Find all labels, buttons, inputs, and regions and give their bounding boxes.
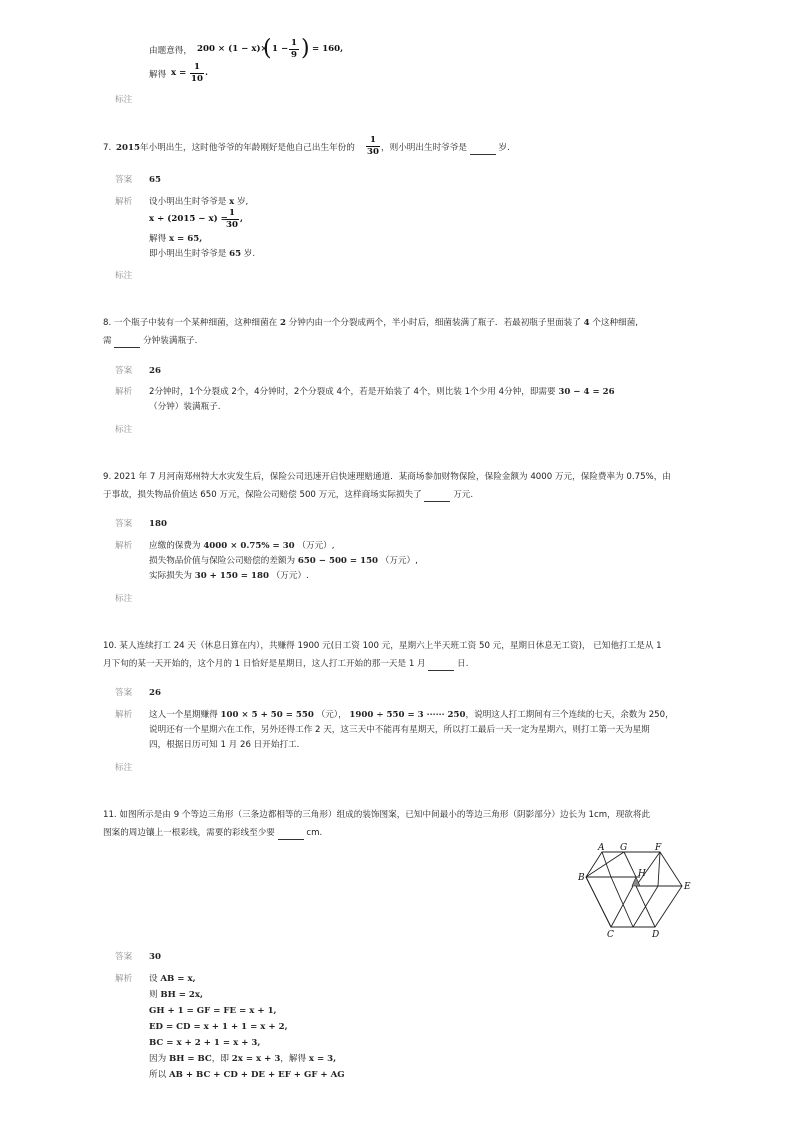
label-G: G <box>620 843 628 853</box>
q10-analysis-line1: 这人一个星期赚得 100 × 5 + 50 = 550 （元）， 1900 ÷ 550 = 3 ······ 250，说明这人打工期间有三个连续的七天，余数为 250， <box>149 710 674 720</box>
q9-note-label: 标注 <box>115 594 133 604</box>
top-line1-tail: = 160, <box>312 44 344 54</box>
q10-answer-value: 26 <box>149 688 161 698</box>
q11-analysis-label: 解析 <box>115 974 133 984</box>
label-F: F <box>655 843 662 853</box>
q11-answer-label: 答案 <box>115 952 133 962</box>
q7-year: 2015 <box>116 143 140 153</box>
q7-text-b: ，则小明出生时爷爷是 岁. <box>381 143 510 153</box>
q7-analysis-label: 解析 <box>115 197 133 207</box>
line-B-mid <box>586 877 611 927</box>
top-paren-close: ) <box>301 36 310 61</box>
q9-analysis-label: 解析 <box>115 541 133 551</box>
top-one-minus: 1 − <box>272 44 289 54</box>
label-B: B <box>578 873 585 883</box>
q7-text-a: 年小明出生，这时他爷爷的年龄刚好是他自己出生年份的 <box>140 143 355 153</box>
q7-analysis-line1: 设小明出生时爷爷是 x 岁, <box>149 197 249 207</box>
q11-answer-value: 30 <box>149 952 161 962</box>
top-note-label: 标注 <box>115 95 133 105</box>
q8-blank <box>114 337 140 348</box>
line-AH-lower <box>602 852 611 877</box>
q11-analysis-line4: ED = CD = x + 1 + 1 = x + 2, <box>149 1022 288 1032</box>
q8-analysis-line2: （分钟）装满瓶子. <box>149 402 221 412</box>
line-F-E2 <box>658 852 660 886</box>
q7-fraction: $\frac{1}{30}$ <box>367 135 379 157</box>
q8-analysis-line1: 2分钟时，1个分裂成 2个，4分钟时，2个分裂成 4个，若是开始装了 4个，则比装 1个少用 4分钟，即需要 30 − 4 = 26 <box>149 387 615 397</box>
top-line2-prefix: 解得 <box>149 70 167 80</box>
line-E-D <box>633 886 658 927</box>
q9-answer-label: 答案 <box>115 519 133 529</box>
q7-analysis-fraction: $\frac{1}{30}$ <box>226 208 238 230</box>
label-D: D <box>652 930 660 940</box>
q7-answer-value: 65 <box>149 175 161 185</box>
q9-analysis-line2: 损失物品价值与保险公司赔偿的差额为 650 − 500 = 150 （万元）, <box>149 556 418 566</box>
q10-analysis-line3: 四，根据日历可知 1 月 26 日开始打工. <box>149 740 300 750</box>
q7-blank <box>470 144 496 155</box>
q8-answer-label: 答案 <box>115 366 133 376</box>
q11-analysis-line6: 因为 BH = BC，即 2x = x + 3，解得 x = 3, <box>149 1054 337 1064</box>
line-mid-C2 <box>611 886 633 927</box>
q8-analysis-label: 解析 <box>115 387 133 397</box>
q9-analysis-line3: 实际损失为 30 + 150 = 180 （万元）. <box>149 571 309 581</box>
q11-hexagon-figure <box>578 840 698 940</box>
top-line1-math: 200 × (1 − x)× <box>197 44 268 54</box>
q11-analysis-line5: BC = x + 2 + 1 = x + 3, <box>149 1038 261 1048</box>
q7-number: 7. <box>103 143 112 153</box>
q10-line1: 10. 某人连续打工 24 天（休息日算在内），共赚得 1900 元(日工资 100 元，星期六上半天班工资 50 元，星期日休息无工资)， 已知他打工是从 1 <box>103 641 662 651</box>
q9-line2: 于事故，损失物品价值达 650 万元，保险公司赔偿 500 万元，这样商场实际损失了 万元. <box>103 490 474 500</box>
q7-answer-label: 答案 <box>115 175 133 185</box>
q11-analysis-line2: 则 BH = 2x, <box>149 990 204 1000</box>
q10-line2: 月下旬的某一天开始的，这个月的 1 日恰好是星期日，这人打工开始的那一天是 1 月 日. <box>103 659 469 669</box>
q7-analysis-line2-tail: , <box>240 214 243 224</box>
top-line2-math: x = <box>171 68 187 78</box>
q7-analysis-line3: 解得 x = 65, <box>149 234 203 244</box>
q8-line1: 8. 一个瓶子中装有一个某种细菌，这种细菌在 2 分钟内由一个分裂成两个，半小时后，细菌装满了瓶子．若最初瓶子里面装了 4 个这种细菌, <box>103 318 639 328</box>
line-mid-C <box>611 877 633 927</box>
label-E: E <box>684 882 691 892</box>
q7-analysis-line4: 即小明出生时爷爷是 65 岁. <box>149 249 256 259</box>
q8-note-label: 标注 <box>115 425 133 435</box>
line-GH <box>624 852 636 877</box>
q10-analysis-label: 解析 <box>115 710 133 720</box>
line-GB <box>586 852 624 877</box>
label-A: A <box>598 843 605 853</box>
q11-line2: 图案的周边镶上一根彩线，需要的彩线至少要 cm. <box>103 828 323 838</box>
q7-note-label: 标注 <box>115 271 133 281</box>
q11-analysis-line1: 设 AB = x, <box>149 974 196 984</box>
q10-analysis-line2: 说明还有一个星期六在工作，另外还得工作 2 天，这三天中不能再有星期天，所以打工最后一天一定为星期六，则打工第一天为星期 <box>149 725 650 735</box>
q10-note-label: 标注 <box>115 763 133 773</box>
top-paren-open: ( <box>263 36 272 61</box>
q7-analysis-line2-math: x ÷ (2015 − x) = <box>149 214 228 224</box>
top-line2-frac: $\frac{1}{10}$ <box>191 62 203 84</box>
top-line1-frac: $\frac{1}{9}$ <box>289 38 299 61</box>
q10-blank <box>428 660 454 671</box>
q11-blank <box>278 829 304 840</box>
label-C: C <box>607 930 614 940</box>
q9-line1: 9. 2021 年 7 月河南郑州特大水灾发生后，保险公司迅速开启快速理赔通道．某商场参加财物保险，保险金额为 4000 万元，保险费率为 0.75%，由 <box>103 472 671 482</box>
q8-line2: 需 分钟装满瓶子. <box>103 336 198 346</box>
q8-answer-value: 26 <box>149 366 161 376</box>
q10-answer-label: 答案 <box>115 688 133 698</box>
outer-outline <box>586 852 682 927</box>
q9-analysis-line1: 应缴的保费为 4000 × 0.75% = 30 （万元）, <box>149 541 335 551</box>
top-line1-prefix: 由题意得， <box>149 46 192 56</box>
q11-analysis-line3: GH + 1 = GF = FE = x + 1, <box>149 1006 277 1016</box>
q9-blank <box>424 491 450 502</box>
top-line2-tail: . <box>205 68 208 78</box>
q11-analysis-line7: 所以 AB + BC + CD + DE + EF + GF + AG <box>149 1070 345 1080</box>
label-H: H <box>638 869 646 879</box>
q11-line1: 11. 如图所示是由 9 个等边三角形（三条边都相等的三角形）组成的装饰图案，已知中间最小的等边三角形（阴影部分）边长为 1cm，现欲将此 <box>103 810 651 820</box>
q9-answer-value: 180 <box>149 519 167 529</box>
